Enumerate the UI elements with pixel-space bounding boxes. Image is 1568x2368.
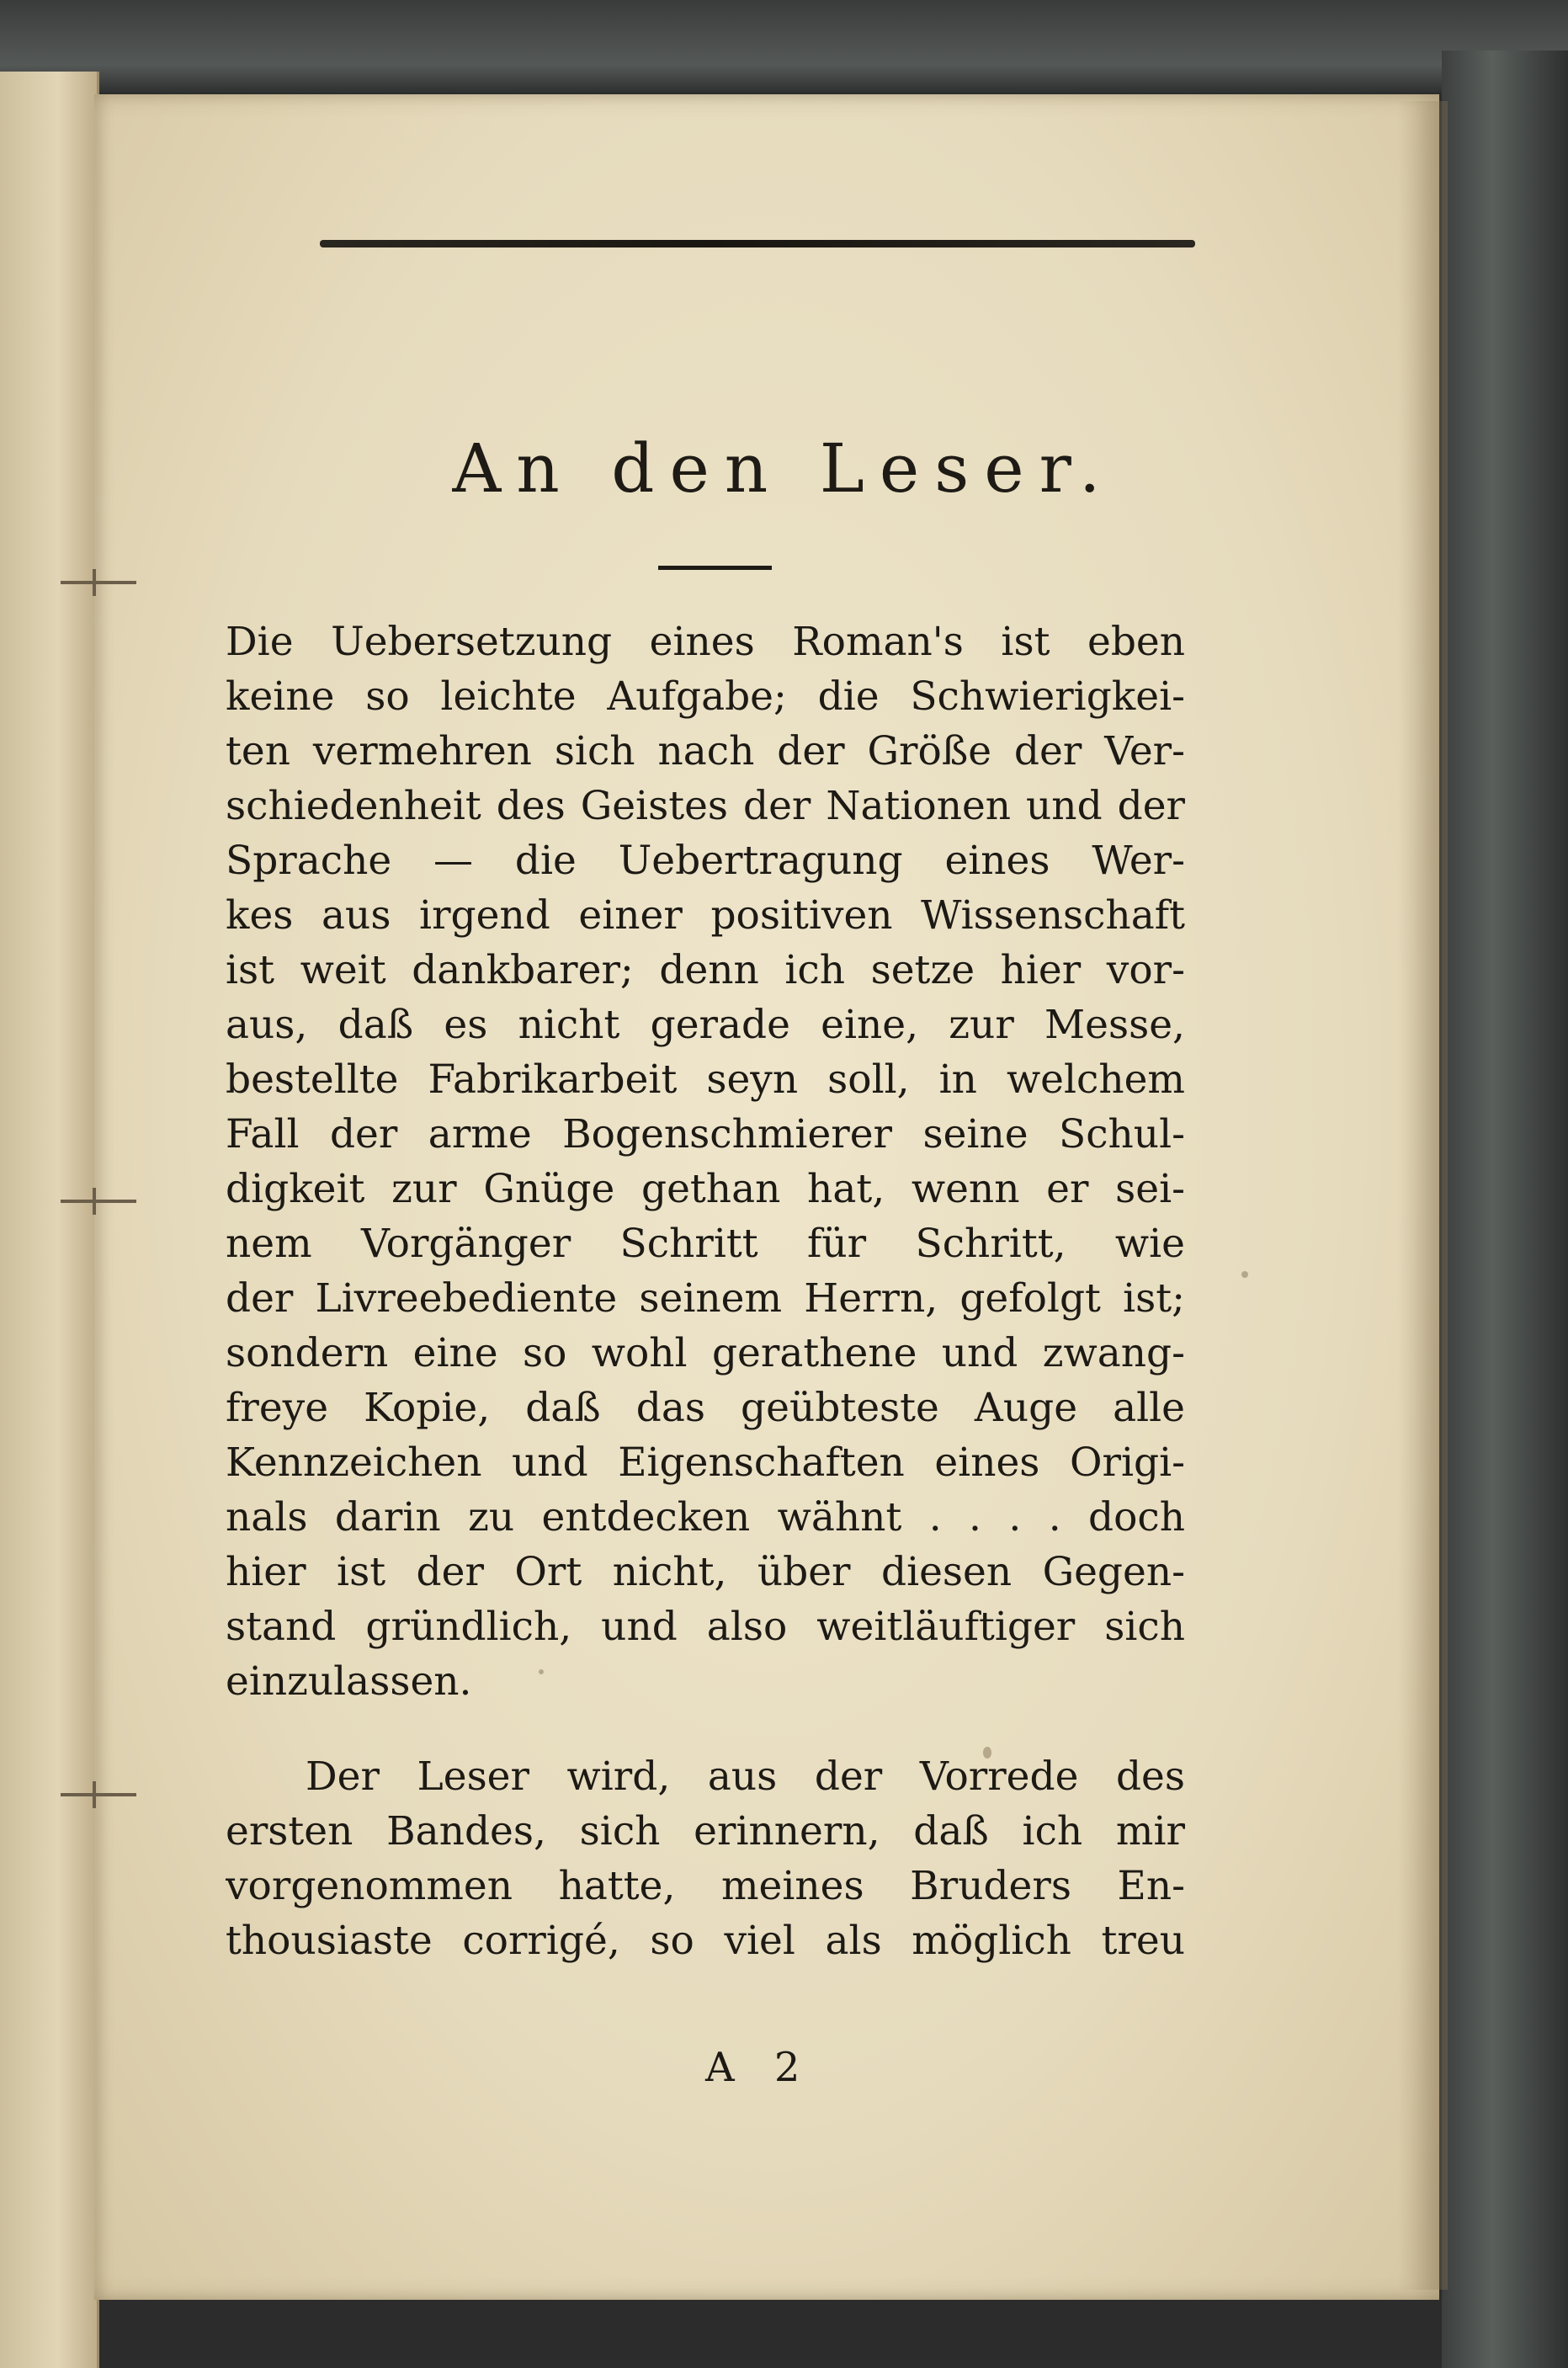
text-line: ersten Bandes, sich erinnern, daß ich mir xyxy=(226,1808,1185,1854)
text-line: keine so leichte Aufgabe; die Schwierigkei- xyxy=(226,673,1185,720)
text-line: nem Vorgänger Schritt für Schritt, wie xyxy=(226,1221,1185,1267)
binding-thread-mark xyxy=(61,1793,136,1796)
previous-page-edge xyxy=(0,72,99,2368)
text-line: einzulassen. xyxy=(226,1658,472,1705)
text-line: Kennzeichen und Eigenschaften eines Origi- xyxy=(226,1439,1185,1486)
book-cover-top xyxy=(0,0,1568,93)
text-line: schiedenheit des Geistes der Nationen und der xyxy=(226,783,1185,829)
text-line: freye Kopie, daß das geübteste Auge alle xyxy=(226,1385,1185,1431)
text-line: stand gründlich, und also weitläuftiger sich xyxy=(226,1604,1185,1650)
text-line: bestellte Fabrikarbeit seyn soll, in welchem xyxy=(226,1056,1185,1103)
text-line: thousiaste corrigé, so viel als möglich treu xyxy=(226,1918,1185,1964)
page-body xyxy=(226,615,1185,1968)
text-line: der Livreebediente seinem Herrn, gefolgt ist; xyxy=(226,1275,1185,1322)
binding-thread-mark xyxy=(61,1200,136,1203)
signature-mark: A 2 xyxy=(705,2044,814,2091)
text-line: aus, daß es nicht gerade eine, zur Messe, xyxy=(226,1002,1185,1048)
title-rule xyxy=(658,566,772,570)
text-line: sondern eine so wohl gerathene und zwang- xyxy=(226,1330,1185,1376)
text-line: kes aus irgend einer positiven Wissenschaft xyxy=(226,892,1185,939)
book-cover-right xyxy=(1442,51,1568,2368)
binding-thread-mark xyxy=(61,581,136,584)
text-line: ten vermehren sich nach der Größe der Ver- xyxy=(226,728,1185,774)
text-line: nals darin zu entdecken wähnt . . . . doch xyxy=(226,1494,1185,1541)
text-line: vorgenommen hatte, meines Bruders En- xyxy=(226,1863,1185,1909)
text-line: Der Leser wird, aus der Vorrede des xyxy=(306,1753,1185,1800)
text-line: Die Uebersetzung eines Roman's ist eben xyxy=(226,619,1185,665)
text-line: hier ist der Ort nicht, über diesen Gegen- xyxy=(226,1549,1185,1595)
text-line: Sprache — die Uebertragung eines Wer- xyxy=(226,838,1185,884)
text-line: ist weit dankbarer; denn ich setze hier vor- xyxy=(226,947,1185,993)
header-rule xyxy=(320,240,1195,247)
paper-speck xyxy=(1241,1271,1248,1278)
page-title: An den Leser. xyxy=(452,429,1116,508)
text-line: digkeit zur Gnüge gethan hat, wenn er sei- xyxy=(226,1166,1185,1212)
text-line: Fall der arme Bogenschmierer seine Schul- xyxy=(226,1111,1185,1157)
